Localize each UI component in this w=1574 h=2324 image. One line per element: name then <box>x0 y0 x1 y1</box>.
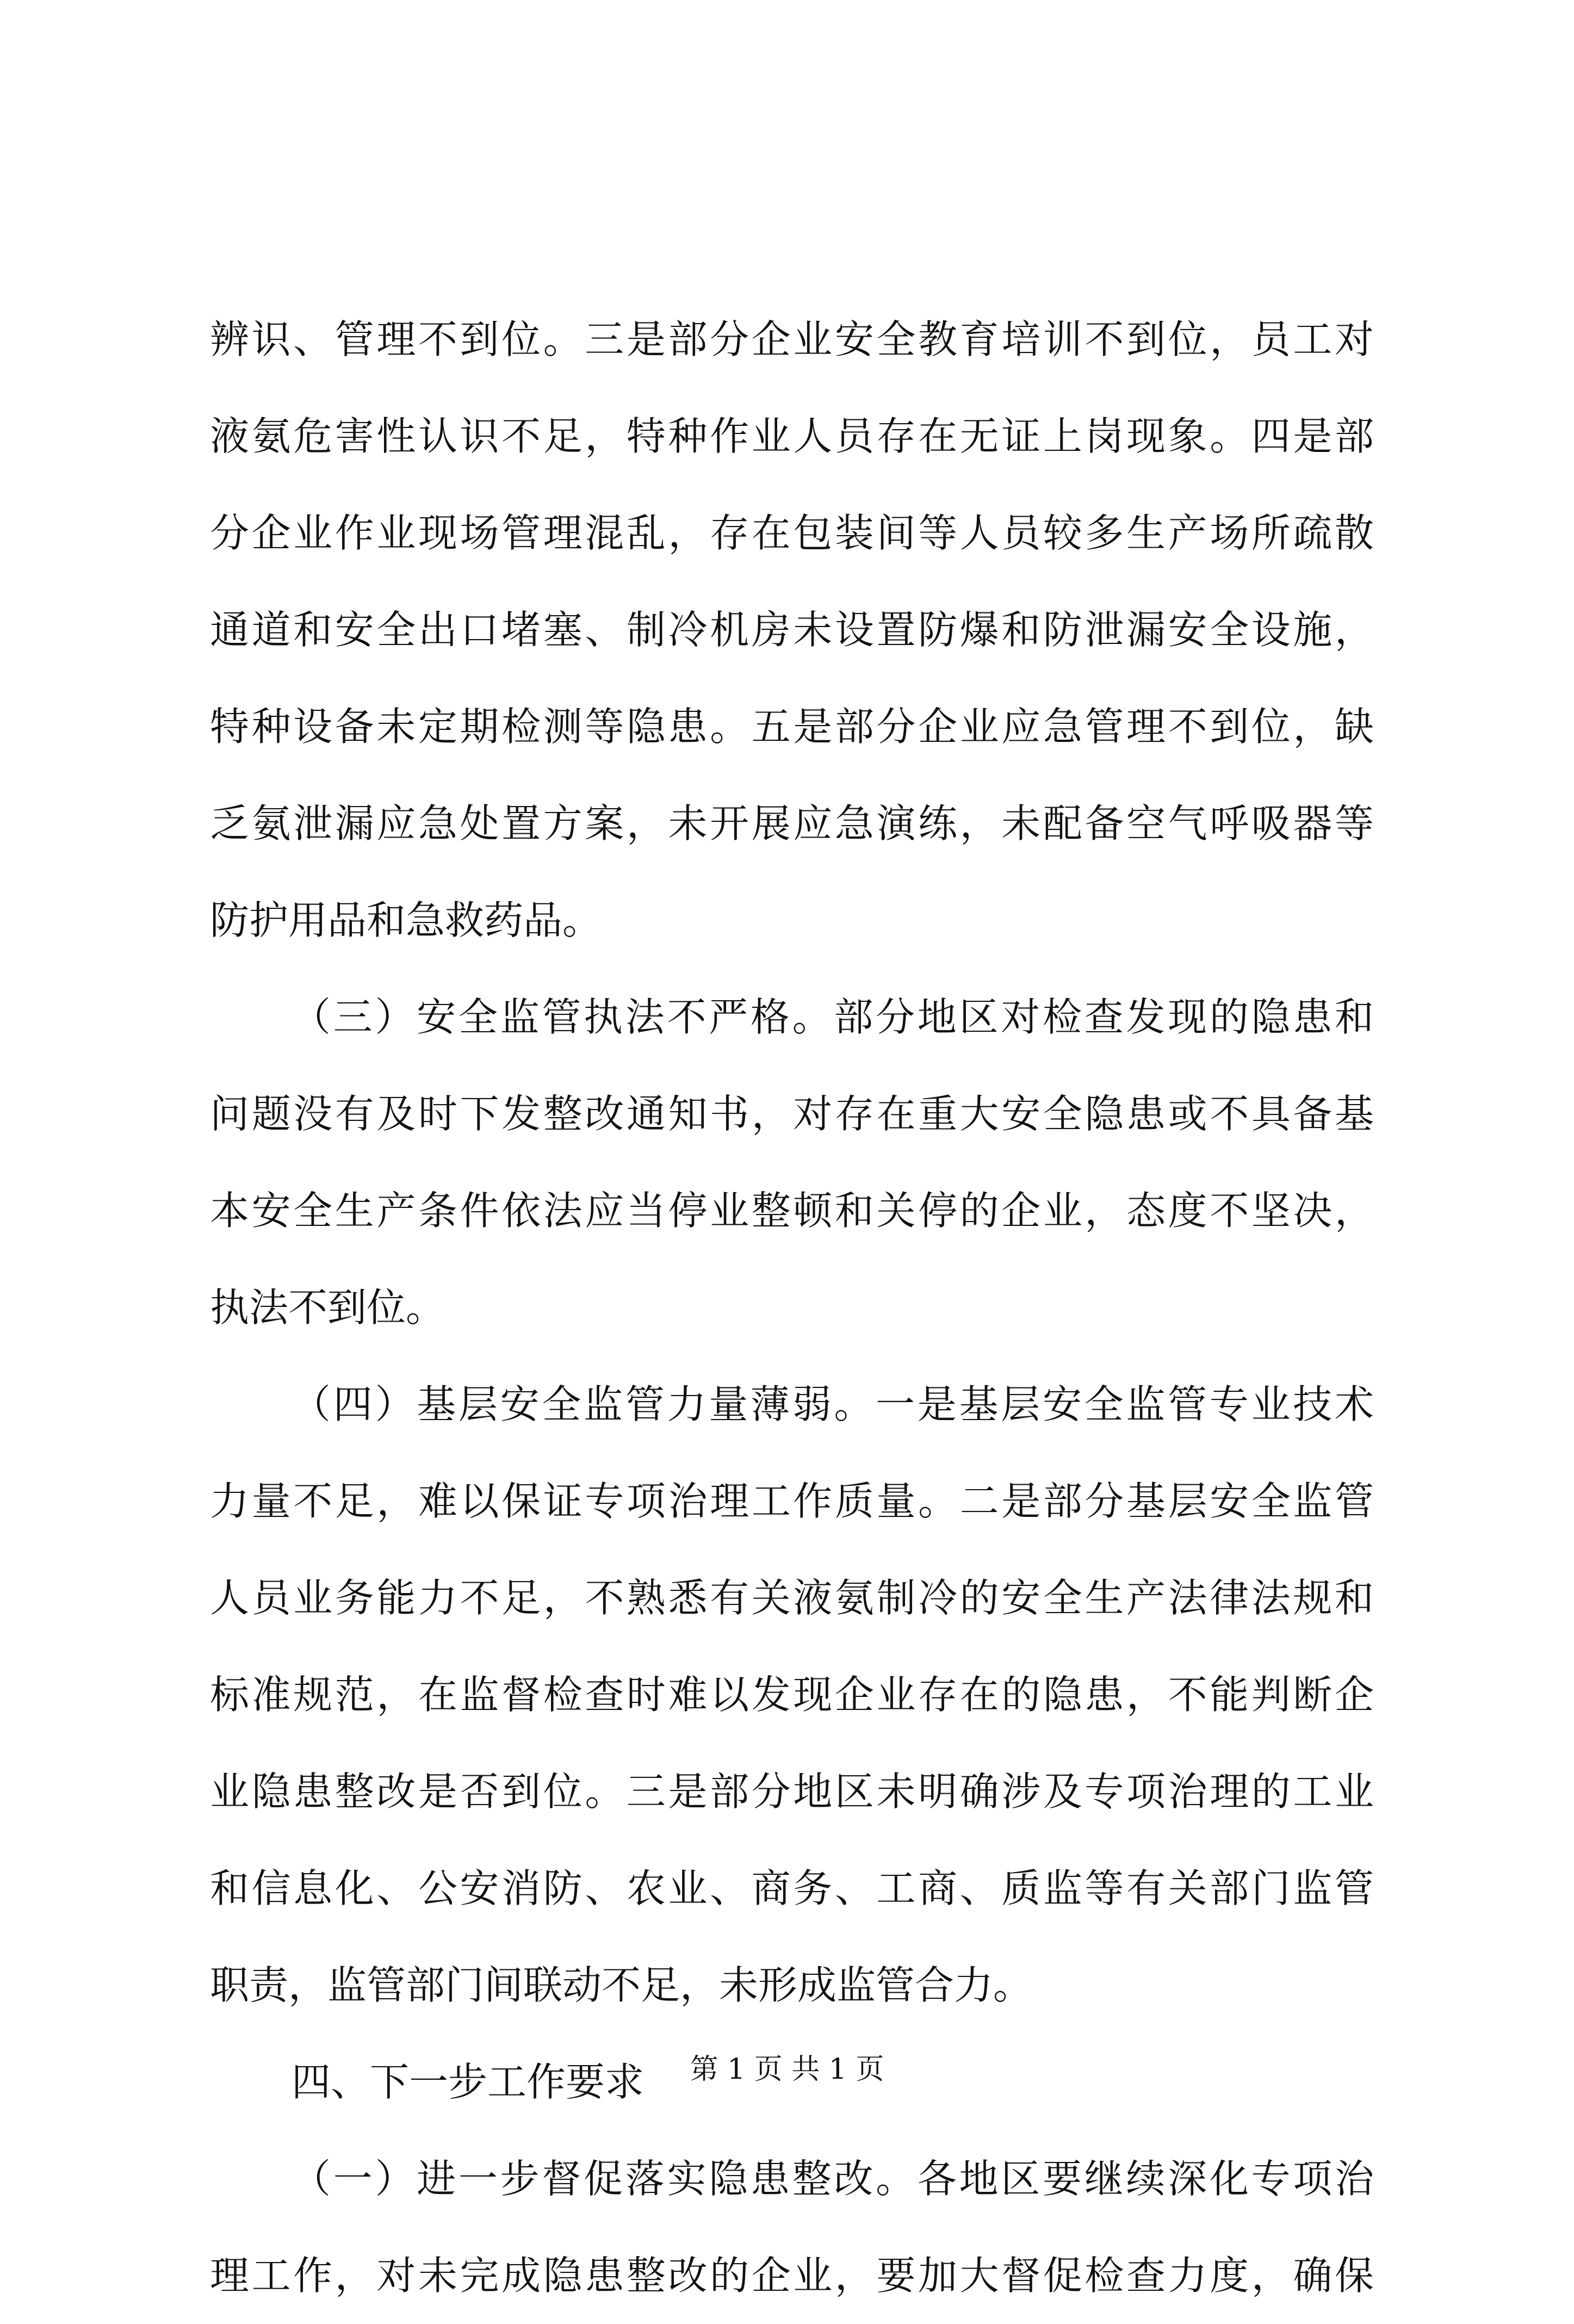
paragraph-line: 业隐患整改是否到位。三是部分地区未明确涉及专项治理的工业 <box>210 1769 1374 1814</box>
paragraph-line: 防护用品和急救药品。 <box>210 897 602 943</box>
paragraph-line: 本安全生产条件依法应当停业整顿和关停的企业，态度不坚决， <box>210 1188 1374 1234</box>
section-heading: 四、下一步工作要求 <box>292 2059 645 2105</box>
paragraph-line: 执法不到位。 <box>210 1285 445 1330</box>
paragraph-line: 通道和安全出口堵塞、制冷机房未设置防爆和防泄漏安全设施， <box>210 607 1374 653</box>
paragraph-line: 人员业务能力不足，不熟悉有关液氨制冷的安全生产法律法规和 <box>210 1575 1374 1621</box>
paragraph-line: 力量不足，难以保证专项治理工作质量。二是部分基层安全监管 <box>210 1478 1374 1524</box>
paragraph-line: 分企业作业现场管理混乱，存在包装间等人员较多生产场所疏散 <box>210 510 1374 556</box>
paragraph-line: 职责，监管部门间联动不足，未形成监管合力。 <box>210 1962 1033 2008</box>
document-body <box>210 291 1374 2324</box>
paragraph-line: 液氨危害性认识不足，特种作业人员存在无证上岗现象。四是部 <box>210 413 1374 459</box>
paragraph-line: 乏氨泄漏应急处置方案，未开展应急演练，未配备空气呼吸器等 <box>210 801 1374 846</box>
paragraph-line: 和信息化、公安消防、农业、商务、工商、质监等有关部门监管 <box>210 1866 1374 1911</box>
paragraph-line: （一）进一步督促落实隐患整改。各地区要继续深化专项治 <box>292 2156 1374 2202</box>
page-footer <box>0 2050 1574 2088</box>
paragraph-line: 标准规范，在监督检查时难以发现企业存在的隐患，不能判断企 <box>210 1672 1374 1718</box>
paragraph-line: 辨识、管理不到位。三是部分企业安全教育培训不到位，员工对 <box>210 317 1374 362</box>
page-number-label: 第 1 页 共 1 页 <box>690 2053 884 2086</box>
paragraph-line: 特种设备未定期检测等隐患。五是部分企业应急管理不到位，缺 <box>210 704 1374 749</box>
paragraph-line: （三）安全监管执法不严格。部分地区对检查发现的隐患和 <box>292 994 1374 1040</box>
paragraph-line: （四）基层安全监管力量薄弱。一是基层安全监管专业技术 <box>292 1381 1374 1427</box>
paragraph-line: 理工作，对未完成隐患整改的企业，要加大督促检查力度，确保 <box>210 2253 1374 2298</box>
paragraph-line: 问题没有及时下发整改通知书，对存在重大安全隐患或不具备基 <box>210 1091 1374 1137</box>
